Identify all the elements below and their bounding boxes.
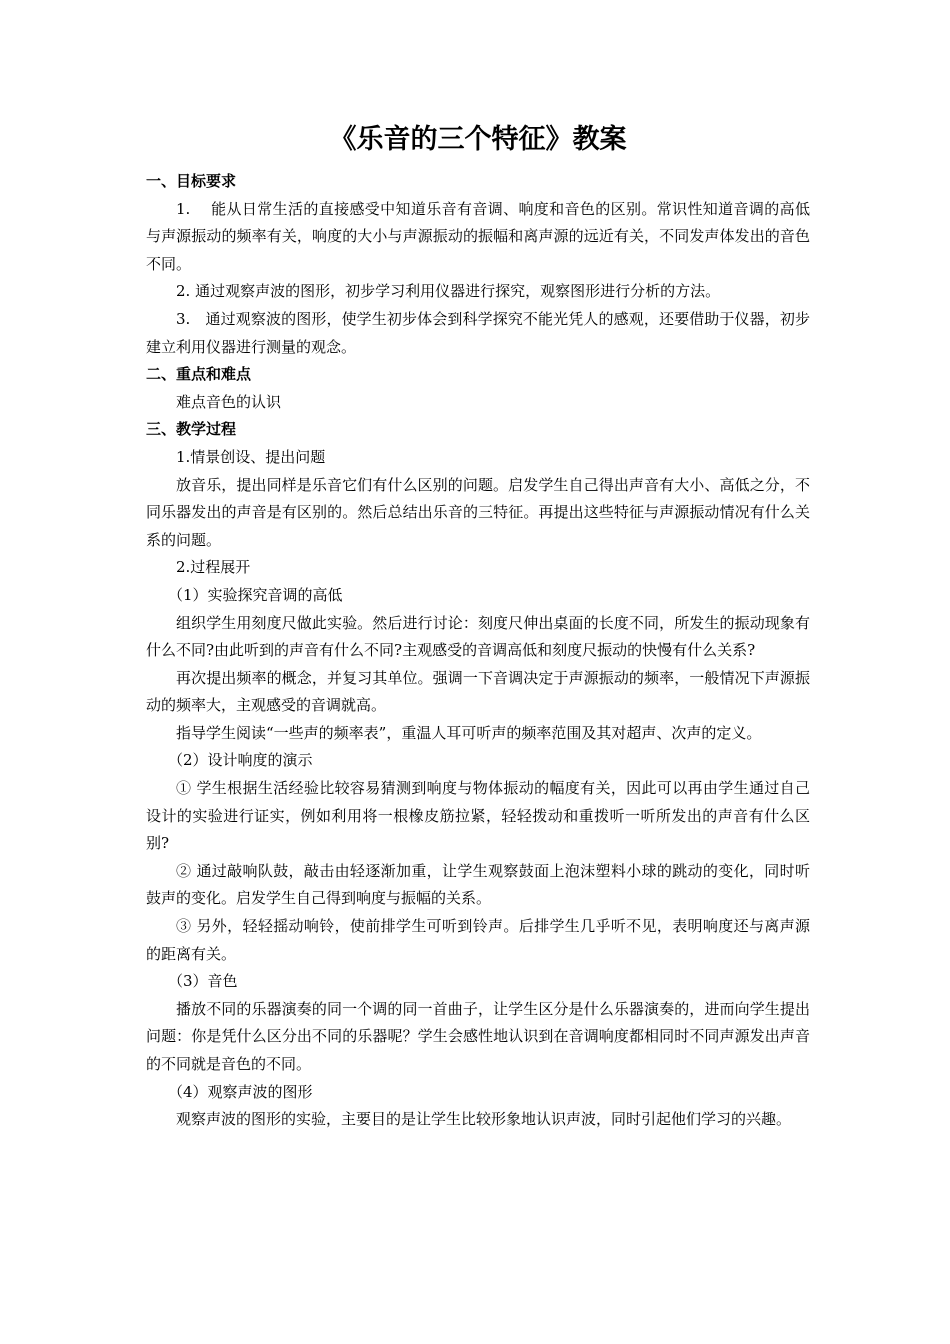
step-1-text: 放音乐，提出同样是乐音它们有什么区别的问题。启发学生自己得出声音有大小、高低之分，不同乐器发出的声音是有区别的。然后总结出乐音的三特征。再提出这些特征与声源振动情况有什么关系的问题。 <box>146 475 810 549</box>
sub-section-4-paragraph-1: 观察声波的图形的实验，主要目的是让学生比较形象地认识声波，同时引起他们学习的兴趣。 <box>176 1110 792 1129</box>
section-heading-key-points: 二、重点和难点 <box>146 365 252 384</box>
sub-section-1-paragraph-2: 再次提出频率的概念，并复习其单位。强调一下音调决定于声源振动的频率，一般情况下声源振动的频率大，主观感受的音调就高。 <box>146 668 810 715</box>
sub-section-4-title: （4）观察声波的图形 <box>168 1082 313 1101</box>
goal-item-2: 2. 通过观察声波的图形，初步学习利用仪器进行探究，观察图形进行分析的方法。 <box>176 282 721 301</box>
goal-item-1: 1. 能从日常生活的直接感受中知道乐音有音调、响度和音色的区别。常识性知道音调的高低与声源振动的频率有关，响度的大小与声源振动的振幅和离声源的远近有关，不同发声体发出的音色不同。 <box>146 199 810 273</box>
sub-section-2-paragraph-1: ① 学生根据生活经验比较容易猜测到响度与物体振动的幅度有关，因此可以再由学生通过自己设计的实验进行证实，例如利用将一根橡皮筋拉紧，轻轻拨动和重拨听一听所发出的声音有什么区别? <box>146 779 810 853</box>
sub-section-1-paragraph-1: 组织学生用刻度尺做此实验。然后进行讨论：刻度尺伸出桌面的长度不同，所发生的振动现象有什么不同?由此听到的声音有什么不同?主观感受的音调高低和刻度尺振动的快慢有什么关系? <box>146 613 810 660</box>
sub-section-2-paragraph-2: ② 通过敲响队鼓，敲击由轻逐渐加重，让学生观察鼓面上泡沫塑料小球的跳动的变化，同时听鼓声的变化。启发学生自己得到响度与振幅的关系。 <box>146 861 810 908</box>
sub-section-3-title: （3）音色 <box>168 972 238 991</box>
key-points-text: 难点音色的认识 <box>176 392 282 411</box>
document-title: 《乐音的三个特征》教案 <box>329 124 627 155</box>
section-heading-process: 三、教学过程 <box>146 420 237 439</box>
sub-section-2-paragraph-3: ③ 另外，轻轻摇动响铃，使前排学生可听到铃声。后排学生几乎听不见，表明响度还与离声源的距离有关。 <box>146 917 810 963</box>
sub-section-3-paragraph-1: 播放不同的乐器演奏的同一个调的同一首曲子，让学生区分是什么乐器演奏的，进而向学生提出问题：你是凭什么区分出不同的乐器呢？学生会感性地认识到在音调响度都相同时不同声源发出声音的不同就是音色的不同。 <box>146 999 810 1073</box>
step-2-title: 2.过程展开 <box>176 558 251 577</box>
step-1-title: 1.情景创设、提出问题 <box>176 447 326 466</box>
sub-section-2-title: （2）设计响度的演示 <box>168 751 313 770</box>
document-page <box>146 118 810 1134</box>
sub-section-1-paragraph-3: 指导学生阅读“一些声的频率表”，重温人耳可听声的频率范围及其对超声、次声的定义。 <box>176 723 762 742</box>
goal-item-3: 3. 通过观察波的图形，使学生初步体会到科学探究不能光凭人的感观，还要借助于仪器，初步建立利用仪器进行测量的观念。 <box>146 309 810 356</box>
section-heading-goals: 一、目标要求 <box>146 172 237 190</box>
sub-section-1-title: （1）实验探究音调的高低 <box>168 585 343 604</box>
